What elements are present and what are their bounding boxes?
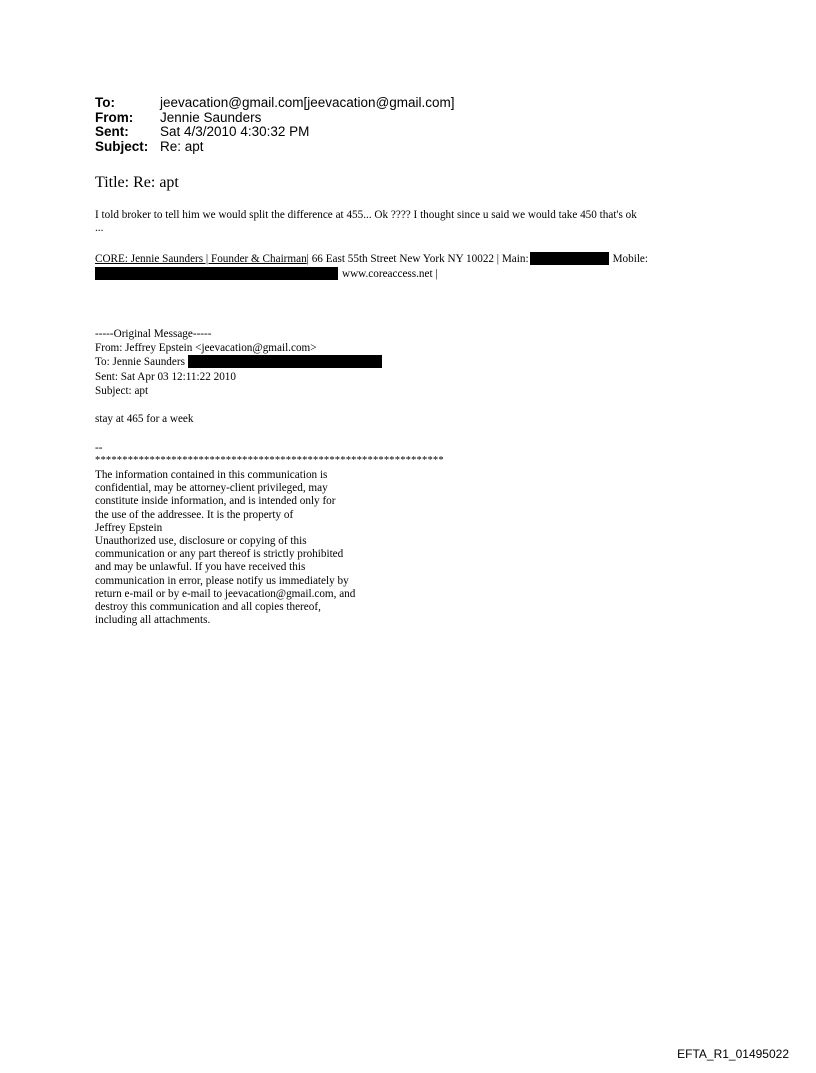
subject-label: Subject:: [95, 138, 149, 154]
signature-address: | 66 East 55th Street New York NY 10022 | Main:: [306, 253, 529, 265]
disclaimer-line: and may be unlawful. If you have received this: [95, 561, 306, 574]
signature-mobile-label: Mobile:: [612, 253, 649, 265]
to-label: To:: [95, 95, 115, 110]
email-header: [95, 96, 455, 154]
original-message: [95, 327, 382, 398]
body-line-2: ...: [95, 222, 104, 234]
redaction-to-address: [188, 355, 382, 368]
from-label: From:: [95, 109, 134, 125]
signature-block: [95, 252, 720, 281]
disclaimer-line: Jeffrey Epstein: [95, 521, 163, 534]
message-title: Title: Re: apt: [95, 174, 179, 191]
confidentiality-disclaimer: [95, 469, 355, 627]
sent-value: Sat 4/3/2010 4:30:32 PM: [160, 124, 310, 139]
original-divider: -----Original Message-----: [95, 328, 212, 340]
redaction-mobile-phone: [95, 267, 338, 280]
disclaimer-line: confidential, may be attorney-client privileged, may: [95, 482, 328, 495]
original-subject: Subject: apt: [95, 384, 149, 397]
sent-label: Sent:: [95, 124, 129, 139]
disclaimer-line: destroy this communication and all copies thereof,: [95, 601, 321, 614]
disclaimer-line: including all attachments.: [95, 614, 211, 627]
signature-website: www.coreaccess.net |: [342, 268, 438, 281]
disclaimer-line: constitute inside information, and is intended only for: [95, 495, 336, 508]
disclaimer-line: communication in error, please notify us immediately by: [95, 574, 349, 587]
disclaimer-line: communication or any part thereof is strictly prohibited: [95, 548, 344, 561]
header-from-row: [95, 111, 455, 126]
header-sent-row: [95, 125, 455, 140]
to-value: jeevacation@gmail.com[jeevacation@gmail.com]: [160, 95, 455, 110]
asterisk-divider: ****************************************************************: [95, 455, 444, 466]
original-to-row: [95, 355, 382, 369]
original-body: stay at 465 for a week: [95, 413, 194, 425]
original-to: To: Jennie Saunders: [95, 356, 185, 369]
from-value: Jennie Saunders: [160, 109, 262, 125]
signature-company-name: CORE: Jennie Saunders | Founder & Chairman: [95, 253, 307, 265]
disclaimer-line: return e-mail or by e-mail to jeevacation@gmail.com, and: [95, 587, 356, 600]
body-line-1: I told broker to tell him we would split the difference at 455... Ok ???? I thought since u said we would take 450 that's ok: [95, 209, 637, 221]
signature-dashes: --: [95, 442, 103, 454]
disclaimer-line: Unauthorized use, disclosure or copying of this: [95, 535, 307, 548]
header-to-row: [95, 96, 455, 111]
disclaimer-line: The information contained in this communication is: [95, 469, 328, 481]
header-subject-row: [95, 140, 455, 155]
disclaimer-line: the use of the addressee. It is the property of: [95, 508, 294, 521]
original-from: From: Jeffrey Epstein <jeevacation@gmail.com>: [95, 342, 317, 355]
subject-value: Re: apt: [160, 138, 204, 154]
original-sent: Sent: Sat Apr 03 12:11:22 2010: [95, 370, 236, 383]
redaction-main-phone: [530, 252, 609, 265]
document-id: EFTA_R1_01495022: [677, 1047, 789, 1061]
